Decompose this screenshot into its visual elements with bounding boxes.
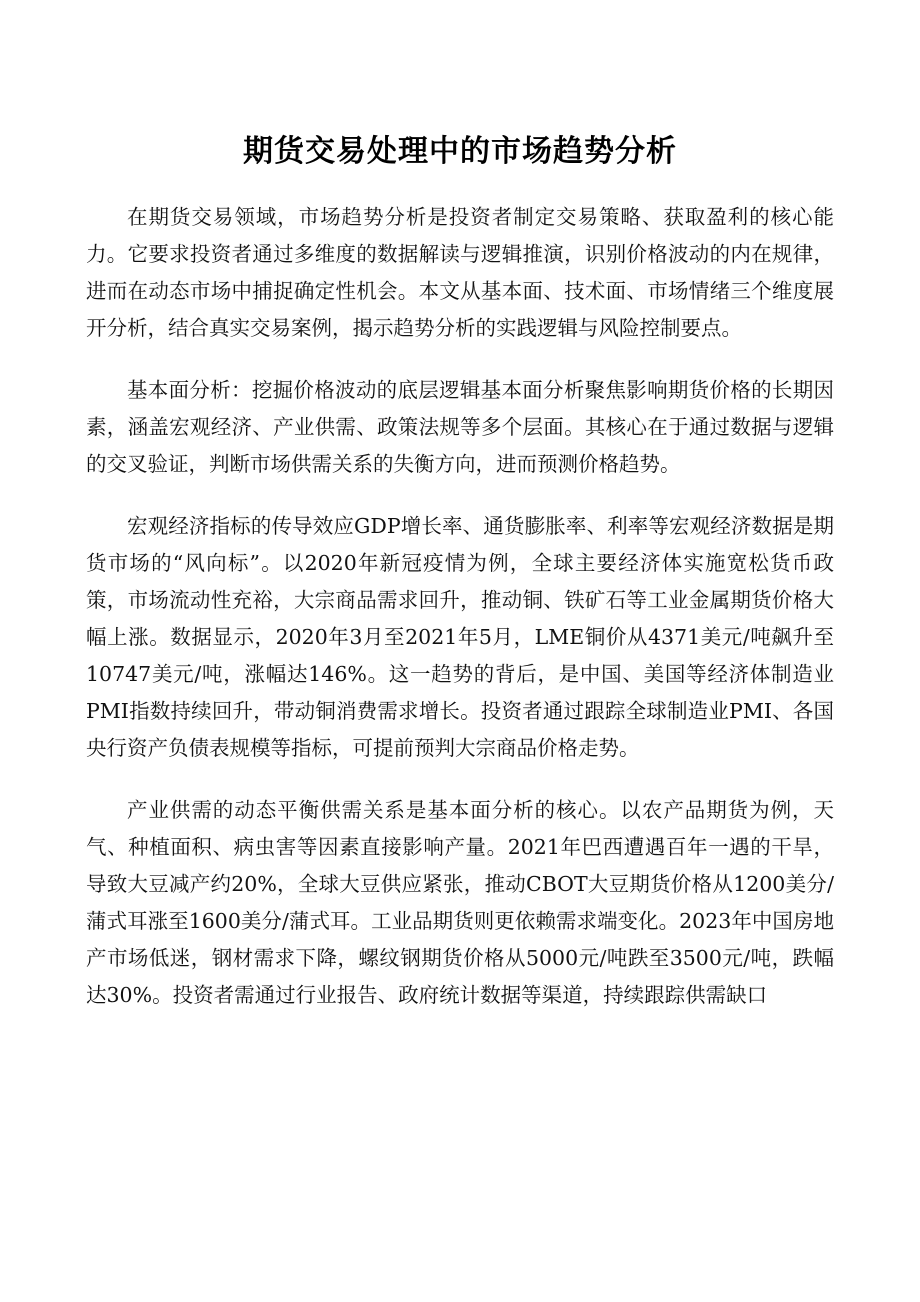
paragraph-intro: 在期货交易领域，市场趋势分析是投资者制定交易策略、获取盈利的核心能力。它要求投资者通过多维度的数据解读与逻辑推演，识别价格波动的内在规律，进而在动态市场中捕捉确定性机会。本文从基本面、技术面、市场情绪三个维度展开分析，结合真实交易案例，揭示趋势分析的实践逻辑与风险控制要点。 (86, 205, 834, 340)
paragraph-supply-demand: 产业供需的动态平衡供需关系是基本面分析的核心。以农产品期货为例，天气、种植面积、病虫害等因素直接影响产量。2021年巴西遭遇百年一遇的干旱，导致大豆减产约20%，全球大豆供应紧张，推动CBOT大豆期货价格从1200美分/蒲式耳涨至1600美分/蒲式耳。工业品期货则更依赖需求端变化。2023年中国房地产市场低迷，钢材需求下降，螺纹钢期货价格从5000元/吨跌至3500元/吨，跌幅达30%。投资者需通过行业报告、政府统计数据等渠道，持续跟踪供需缺口 (86, 798, 834, 1007)
document-body (86, 199, 834, 1014)
paragraph-macro-indicators: 宏观经济指标的传导效应GDP增长率、通货膨胀率、利率等宏观经济数据是期货市场的“风向标”。以2020年新冠疫情为例，全球主要经济体实施宽松货币政策，市场流动性充裕，大宗商品需求回升，推动铜、铁矿石等工业金属期货价格大幅上涨。数据显示，2020年3月至2021年5月，LME铜价从4371美元/吨飙升至10747美元/吨，涨幅达146%。这一趋势的背后，是中国、美国等经济体制造业PMI指数持续回升，带动铜消费需求增长。投资者通过跟踪全球制造业PMI、各国央行资产负债表规模等指标，可提前预判大宗商品价格走势。 (86, 514, 834, 760)
paragraph-fundamental-analysis: 基本面分析：挖掘价格波动的底层逻辑基本面分析聚焦影响期货价格的长期因素，涵盖宏观经济、产业供需、政策法规等多个层面。其核心在于通过数据与逻辑的交叉验证，判断市场供需关系的失衡方向，进而预测价格趋势。 (86, 378, 834, 476)
document-title: 期货交易处理中的市场趋势分析 (243, 134, 677, 169)
